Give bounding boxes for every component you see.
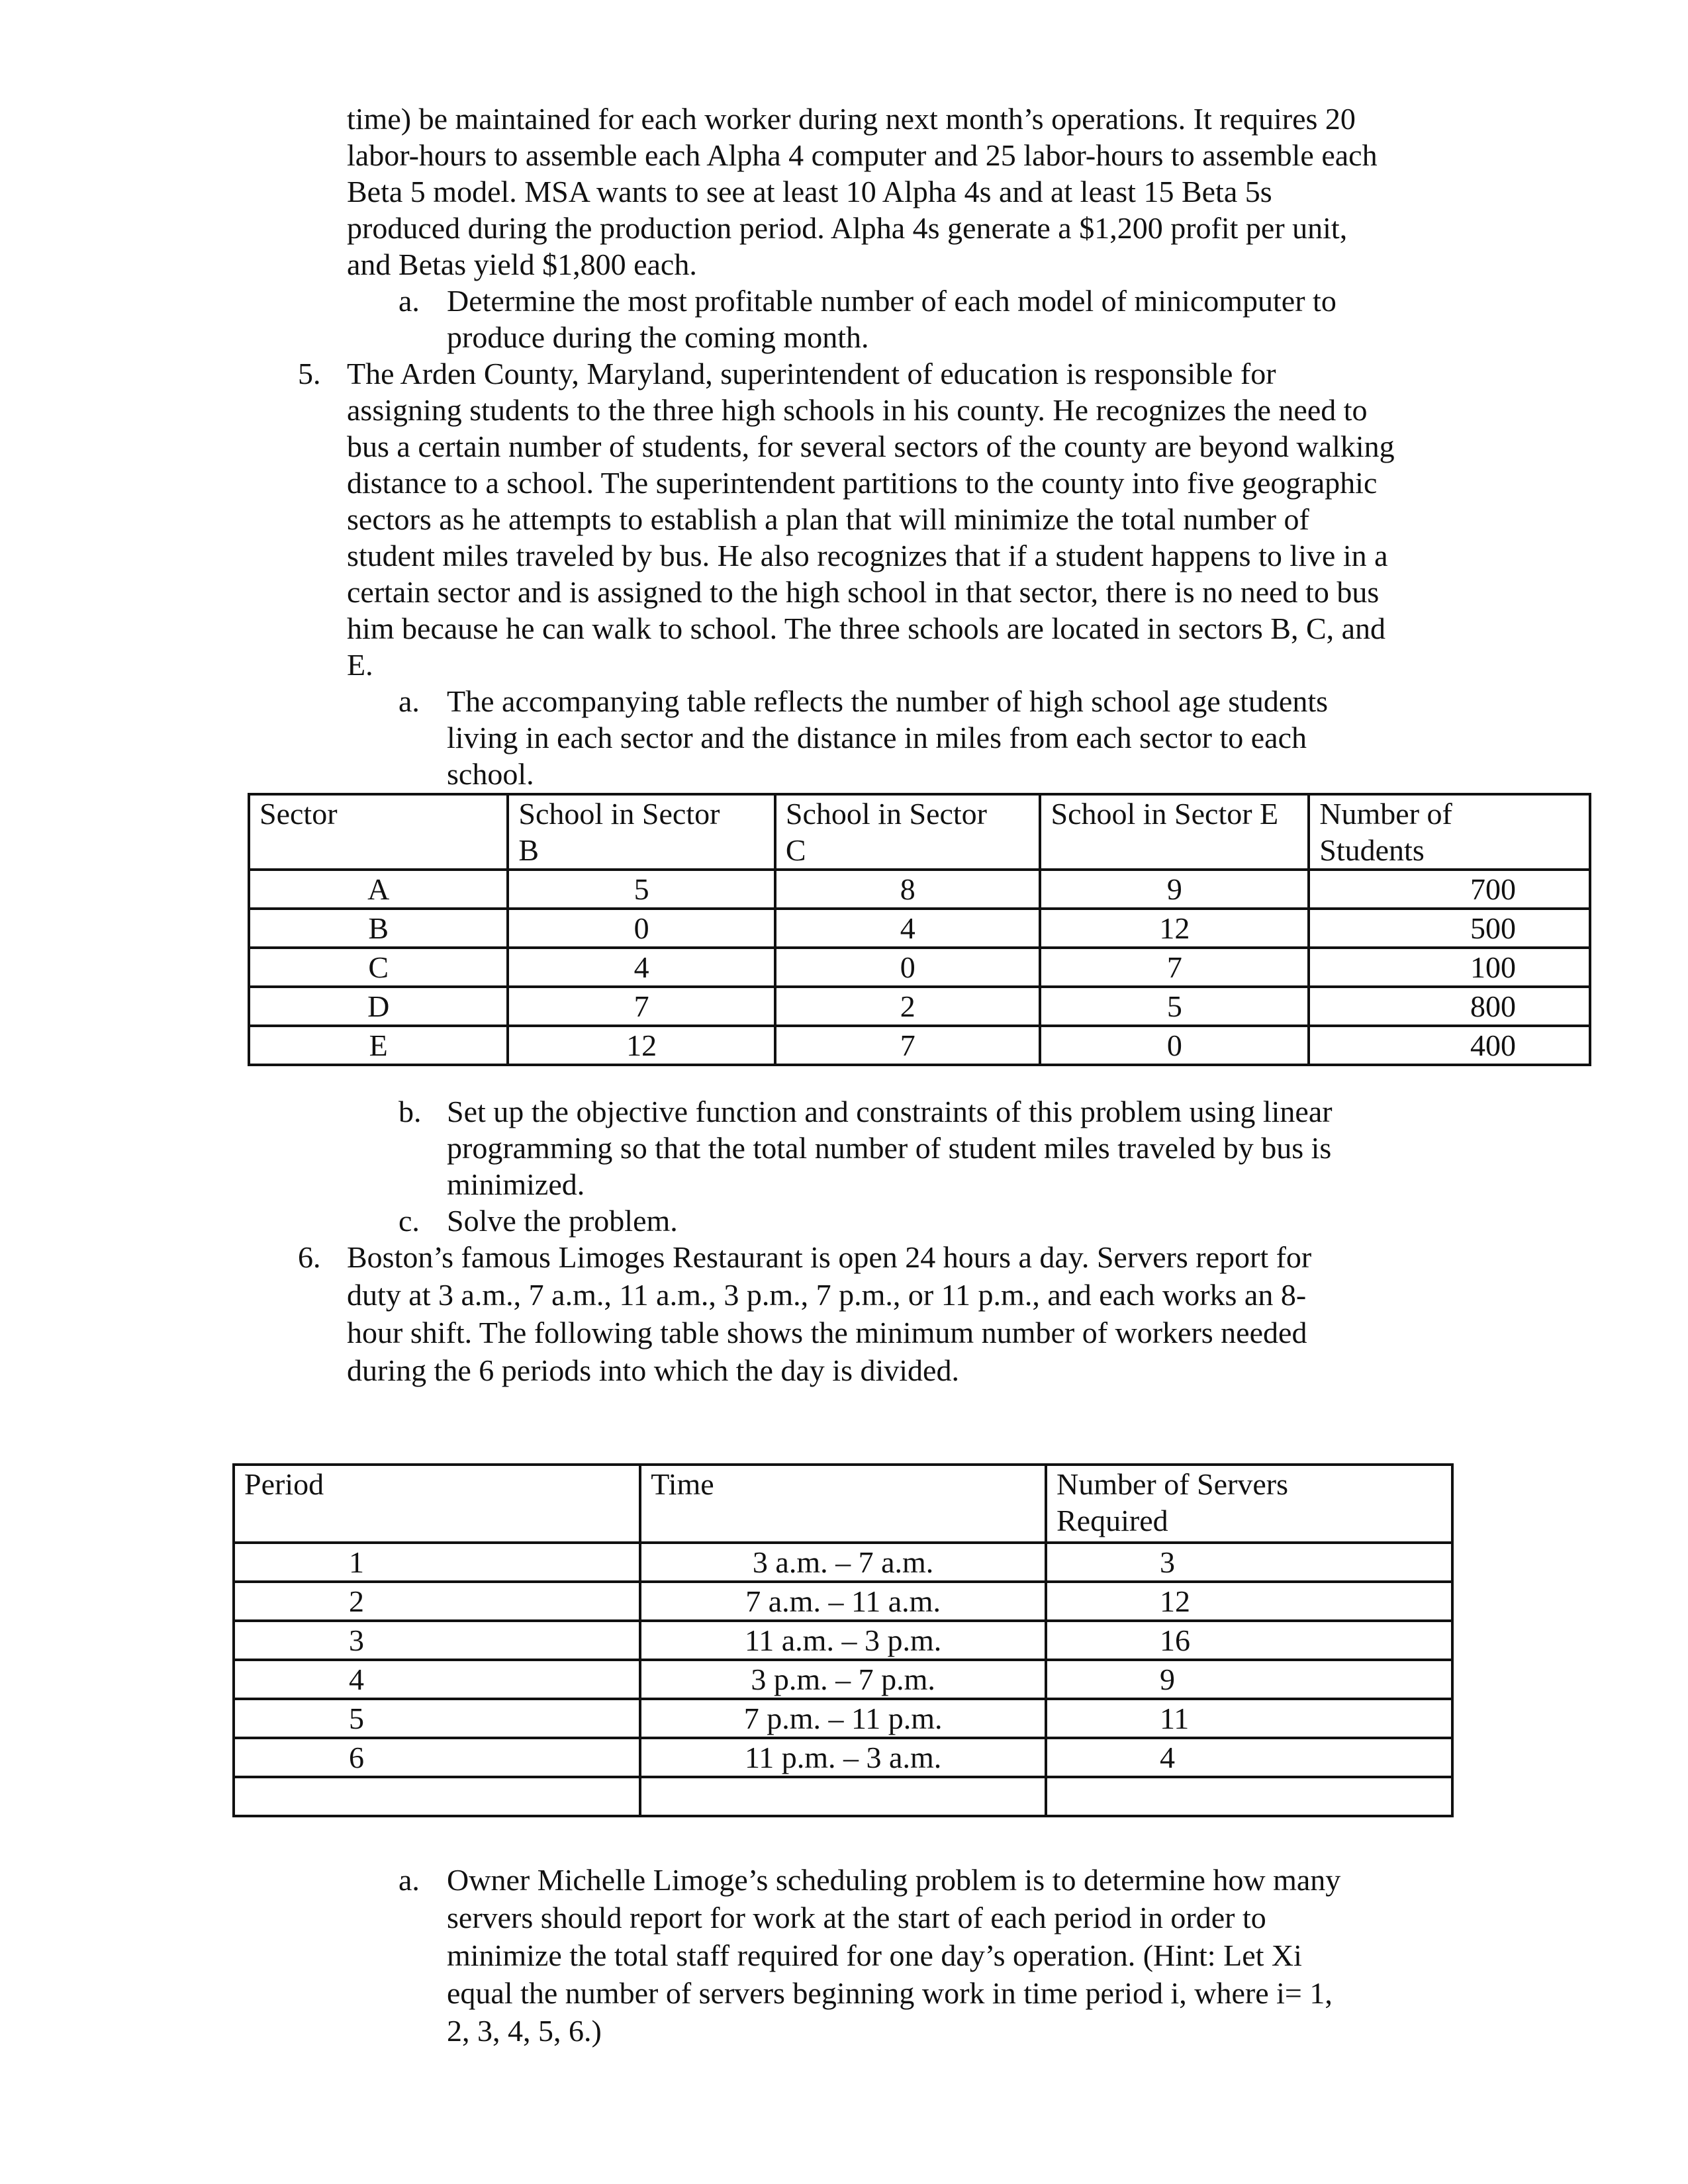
header-sector: Sector: [249, 794, 508, 870]
cell-distance: 12: [508, 1026, 775, 1065]
cell-servers: 16: [1046, 1621, 1452, 1660]
table-row: [234, 1738, 1452, 1777]
cell-sector: B: [249, 909, 508, 948]
text-line: distance to a school. The superintendent partitions to the county into five geographic: [347, 466, 1378, 500]
list-marker: c.: [399, 1204, 420, 1238]
header-number-of-students: Number of Students: [1309, 794, 1590, 870]
text-line: labor-hours to assemble each Alpha 4 computer and 25 labor-hours to assemble each: [347, 138, 1378, 172]
cell-time: 7 p.m. – 11 p.m.: [640, 1699, 1046, 1738]
cell-period: 4: [234, 1660, 640, 1699]
table-row: [249, 948, 1590, 987]
cell-servers: [1046, 1777, 1452, 1816]
cell-distance: 0: [775, 948, 1041, 987]
text-line: hour shift. The following table shows the minimum number of workers needed: [347, 1316, 1307, 1349]
header-school-b: School in Sector B: [508, 794, 775, 870]
text-line: time) be maintained for each worker during next month’s operations. It requires 20: [347, 102, 1356, 136]
table-row: [249, 909, 1590, 948]
list-marker: a.: [399, 1863, 420, 1897]
cell-distance: 12: [1040, 909, 1309, 948]
table-row: [234, 1621, 1452, 1660]
cell-servers: 4: [1046, 1738, 1452, 1777]
cell-students: 400: [1309, 1026, 1590, 1065]
cell-distance: 7: [508, 987, 775, 1026]
cell-period: 1: [234, 1543, 640, 1582]
cell-time: 7 a.m. – 11 a.m.: [640, 1582, 1046, 1621]
list-number: 5.: [298, 357, 321, 390]
cell-sector: A: [249, 870, 508, 909]
list-number: 6.: [298, 1240, 321, 1274]
cell-period: 2: [234, 1582, 640, 1621]
cell-servers: 11: [1046, 1699, 1452, 1738]
list-marker: a.: [399, 284, 420, 318]
list-marker: b.: [399, 1095, 422, 1128]
text-line: assigning students to the three high schools in his county. He recognizes the need to: [347, 393, 1368, 427]
text-line: during the 6 periods into which the day is divided.: [347, 1353, 959, 1387]
text-line: duty at 3 a.m., 7 a.m., 11 a.m., 3 p.m., 7 p.m., or 11 p.m., and each works an 8-: [347, 1278, 1307, 1312]
cell-time: 3 a.m. – 7 a.m.: [640, 1543, 1046, 1582]
cell-time: 11 a.m. – 3 p.m.: [640, 1621, 1046, 1660]
cell-sector: D: [249, 987, 508, 1026]
cell-servers: 12: [1046, 1582, 1452, 1621]
header-servers-required: Number of Servers Required: [1046, 1465, 1452, 1543]
cell-servers: 3: [1046, 1543, 1452, 1582]
cell-distance: 2: [775, 987, 1041, 1026]
text-line: The accompanying table reflects the number of high school age students: [447, 684, 1329, 718]
text-line: Determine the most profitable number of each model of minicomputer to: [447, 284, 1336, 318]
cell-distance: 4: [508, 948, 775, 987]
cell-period: 6: [234, 1738, 640, 1777]
text-line: The Arden County, Maryland, superintendent of education is responsible for: [347, 357, 1276, 390]
text-line: 2, 3, 4, 5, 6.): [447, 2014, 602, 2048]
cell-students: 100: [1309, 948, 1590, 987]
table-row: [234, 1699, 1452, 1738]
cell-period: 5: [234, 1699, 640, 1738]
text-line: minimize the total staff required for one day’s operation. (Hint: Let Xi: [447, 1938, 1302, 1972]
cell-sector: C: [249, 948, 508, 987]
cell-distance: 8: [775, 870, 1041, 909]
text-line: minimized.: [447, 1167, 585, 1201]
text-line: Solve the problem.: [447, 1204, 678, 1238]
table-header-row: [234, 1465, 1452, 1543]
table-row-empty: [234, 1777, 1452, 1816]
text-line: and Betas yield $1,800 each.: [347, 248, 697, 281]
text-line: him because he can walk to school. The three schools are located in sectors B, C, and: [347, 612, 1386, 645]
table-row: [234, 1582, 1452, 1621]
cell-students: 700: [1309, 870, 1590, 909]
text-line: certain sector and is assigned to the high school in that sector, there is no need to bus: [347, 575, 1380, 609]
header-period: Period: [234, 1465, 640, 1543]
text-line: programming so that the total number of student miles traveled by bus is: [447, 1131, 1332, 1165]
text-line: E.: [347, 648, 373, 682]
text-line: Boston’s famous Limoges Restaurant is open 24 hours a day. Servers report for: [347, 1240, 1312, 1274]
servers-schedule-table: [232, 1463, 1454, 1817]
text-line: equal the number of servers beginning work in time period i, where i= 1,: [447, 1976, 1333, 2010]
cell-servers: 9: [1046, 1660, 1452, 1699]
text-line: produce during the coming month.: [447, 320, 869, 354]
text-line: living in each sector and the distance in miles from each sector to each: [447, 721, 1307, 754]
cell-distance: 5: [508, 870, 775, 909]
text-line: servers should report for work at the start of each period in order to: [447, 1901, 1266, 1934]
list-marker: a.: [399, 684, 420, 718]
cell-distance: 7: [775, 1026, 1041, 1065]
text-line: Set up the objective function and constraints of this problem using linear: [447, 1095, 1333, 1128]
cell-distance: 0: [1040, 1026, 1309, 1065]
text-line: Beta 5 model. MSA wants to see at least 10 Alpha 4s and at least 15 Beta 5s: [347, 175, 1272, 208]
text-line: bus a certain number of students, for several sectors of the county are beyond walking: [347, 430, 1395, 463]
table-row: [249, 1026, 1590, 1065]
cell-time: [640, 1777, 1046, 1816]
header-school-e: School in Sector E: [1040, 794, 1309, 870]
table-row: [234, 1660, 1452, 1699]
cell-distance: 0: [508, 909, 775, 948]
text-line: Owner Michelle Limoge’s scheduling problem is to determine how many: [447, 1863, 1341, 1897]
cell-distance: 4: [775, 909, 1041, 948]
table-row: [249, 987, 1590, 1026]
text-line: school.: [447, 757, 534, 791]
cell-time: 3 p.m. – 7 p.m.: [640, 1660, 1046, 1699]
header-time: Time: [640, 1465, 1046, 1543]
text-line: sectors as he attempts to establish a plan that will minimize the total number of: [347, 502, 1309, 536]
cell-period: 3: [234, 1621, 640, 1660]
cell-distance: 7: [1040, 948, 1309, 987]
cell-students: 500: [1309, 909, 1590, 948]
cell-time: 11 p.m. – 3 a.m.: [640, 1738, 1046, 1777]
table-header-row: [249, 794, 1590, 870]
cell-sector: E: [249, 1026, 508, 1065]
text-line: produced during the production period. Alpha 4s generate a $1,200 profit per unit,: [347, 211, 1348, 245]
text-line: student miles traveled by bus. He also recognizes that if a student happens to live in a: [347, 539, 1388, 572]
table-row: [234, 1543, 1452, 1582]
cell-distance: 9: [1040, 870, 1309, 909]
cell-distance: 5: [1040, 987, 1309, 1026]
cell-period: [234, 1777, 640, 1816]
header-school-c: School in Sector C: [775, 794, 1041, 870]
table-row: [249, 870, 1590, 909]
sector-distance-table: [248, 793, 1591, 1066]
cell-students: 800: [1309, 987, 1590, 1026]
